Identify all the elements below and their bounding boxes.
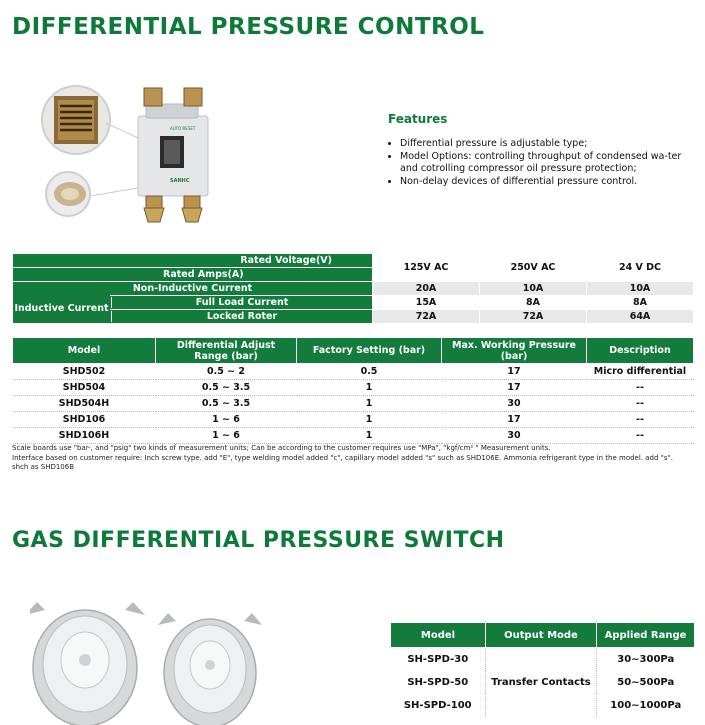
rating-table	[12, 253, 694, 324]
table-cell: --	[587, 380, 694, 396]
table-cell: 0.5 ~ 2	[156, 364, 297, 380]
table-cell: 50~500Pa	[597, 671, 695, 694]
section-title-differential-pressure-control: DIFFERENTIAL PRESSURE CONTROL	[12, 14, 485, 40]
feature-item: • Model Options: controlling throughput of condensed wa-ter and cotrolling compressor oil pressure protection;	[400, 151, 688, 176]
col-header-output-mode: Output Mode	[486, 623, 597, 648]
table-cell: SH-SPD-30	[407, 654, 469, 665]
model-table	[12, 337, 694, 444]
table-cell: SH-SPD-50	[407, 677, 469, 688]
col-header-model: Model	[391, 623, 486, 648]
rated-amps-header: Rated Amps(A)	[13, 268, 373, 282]
note-line: Interface based on customer require: Inch screw type. add "E", type welding model added "c", capillary model added "s" such as SHD106E. Ammonia refrigerant type in the model. add "s".	[12, 453, 673, 462]
table-cell: 1	[297, 396, 442, 412]
section-title-gas-differential-pressure-switch: GAS DIFFERENTIAL PRESSURE SWITCH	[12, 528, 505, 553]
voltage-125: 125V AC	[373, 254, 480, 282]
table-cell: 17	[442, 412, 587, 428]
features-title: Features	[388, 112, 448, 126]
col-header-applied-range: Applied Range	[597, 623, 695, 648]
table-row	[13, 396, 694, 412]
notes-block	[12, 444, 702, 473]
table-cell: SHD106H	[13, 428, 156, 444]
table-cell: 20A	[373, 282, 480, 296]
full-load-label: Full Load Current	[111, 297, 372, 308]
table-cell: SHD502	[13, 364, 156, 380]
col-header-max-pressure: Max. Working Pressure (bar)	[442, 338, 587, 364]
table-cell: 17	[442, 380, 587, 396]
table-row	[13, 412, 694, 428]
table-cell: 72A	[480, 310, 587, 324]
locked-roter-label: Locked Roter	[111, 311, 372, 322]
table-cell: 0.5 ~ 3.5	[156, 396, 297, 412]
note-line: shch as SHD106B	[12, 463, 75, 471]
table-cell: 30~300Pa	[597, 648, 695, 672]
features-block	[388, 112, 688, 188]
table-cell: SHD504H	[13, 396, 156, 412]
table-row	[13, 380, 694, 396]
switch-table	[390, 622, 695, 717]
features-list	[388, 138, 688, 188]
table-cell: 1 ~ 6	[156, 412, 297, 428]
col-header-adjust-range: Differential Adjust Range (bar)	[156, 338, 297, 364]
inductive-current-label: Inductive Current	[13, 295, 110, 322]
table-cell: 100~1000Pa	[597, 694, 695, 717]
table-cell: SH-SPD-100	[403, 700, 472, 711]
table-row	[391, 648, 695, 672]
col-header-model: Model	[13, 338, 156, 364]
table-cell: 1	[297, 412, 442, 428]
table-cell: 17	[442, 364, 587, 380]
non-inductive-label: Non-Inductive Current	[13, 282, 373, 296]
table-cell: 30	[442, 428, 587, 444]
table-row	[13, 428, 694, 444]
voltage-250: 250V AC	[480, 254, 587, 282]
table-cell: 0.5	[297, 364, 442, 380]
feature-item: • Non-delay devices of differential pressure control.	[400, 176, 688, 189]
table-cell: 1	[297, 380, 442, 396]
table-cell: 64A	[587, 310, 694, 324]
table-cell: 15A	[373, 296, 480, 310]
gas-pressure-switch-image	[30, 590, 350, 725]
col-header-description: Description	[587, 338, 694, 364]
note-line: Scale boards use "bar-, and "psig" two kinds of measurement units; Can be according to the customer requires use "MPa", "kgf/cm² " Measurement units.	[12, 444, 551, 452]
output-mode-cell: Transfer Contacts	[486, 648, 597, 718]
table-cell: 10A	[480, 282, 587, 296]
table-cell: SHD106	[13, 412, 156, 428]
table-cell: Micro differential	[587, 364, 694, 380]
table-cell: 8A	[587, 296, 694, 310]
brand-logo-text: SANHC	[170, 178, 190, 184]
table-cell: 1	[297, 428, 442, 444]
table-row	[13, 364, 694, 380]
table-cell: --	[587, 396, 694, 412]
table-cell: --	[587, 412, 694, 428]
differential-pressure-control-image	[40, 78, 250, 238]
rated-voltage-header: Rated Voltage(V)	[13, 254, 373, 268]
table-cell: 0.5 ~ 3.5	[156, 380, 297, 396]
table-cell: 10A	[587, 282, 694, 296]
feature-item: • Differential pressure is adjustable type;	[400, 138, 688, 151]
auto-reset-label: AUTO RESET	[170, 126, 196, 131]
table-cell: 72A	[373, 310, 480, 324]
table-cell: 30	[442, 396, 587, 412]
voltage-24dc: 24 V DC	[587, 254, 694, 282]
table-cell: 8A	[480, 296, 587, 310]
col-header-factory-setting: Factory Setting (bar)	[297, 338, 442, 364]
table-cell: 1 ~ 6	[156, 428, 297, 444]
table-cell: --	[587, 428, 694, 444]
table-cell: SHD504	[13, 380, 156, 396]
